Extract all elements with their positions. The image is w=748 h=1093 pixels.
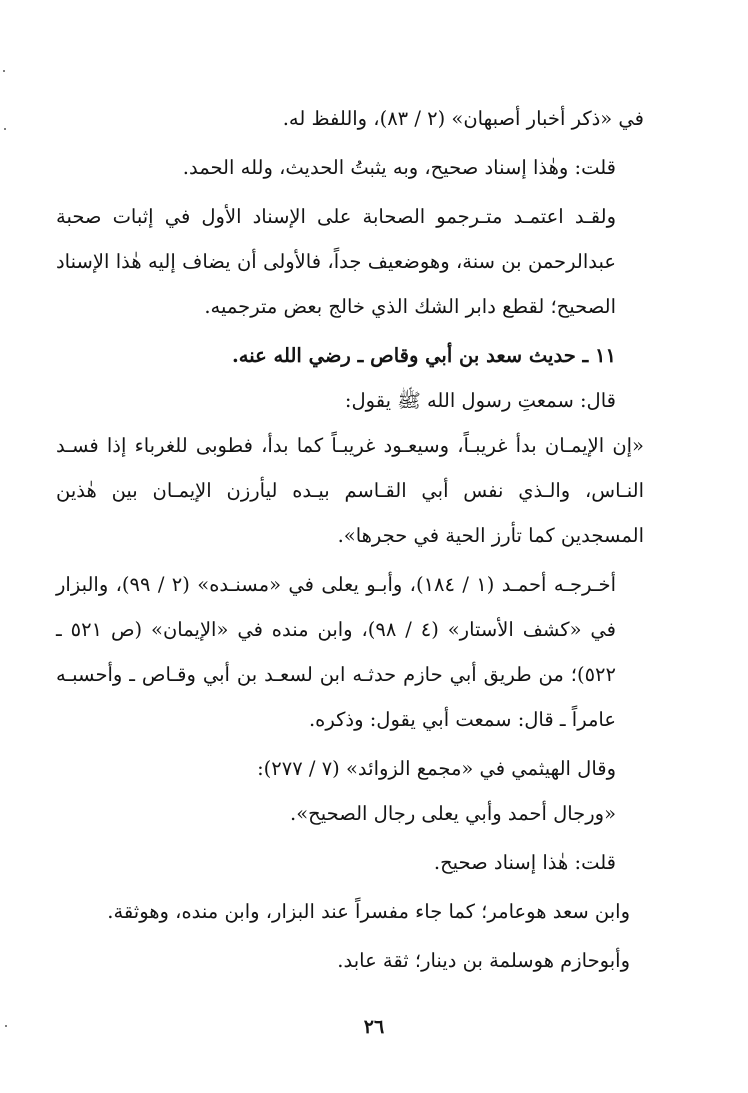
page-text: [56, 96, 644, 983]
paragraph-hadith-text: «إن الإيمـان بدأ غريبـاً، وسيعـود غريبـاً كما بدأ، فطوبى للغرباء إذا فسـد النـاس، والـذي نفس أبي القـاسم بيـده ليأرزن الإيمـان بين هٰذين المسجدين كما تأرز الحية في حجرها».: [56, 434, 644, 547]
paragraph-source: في «ذكر أخبار أصبهان» (٢ / ٨٣)، واللفظ له.: [282, 107, 644, 130]
paragraph-narration-intro: قال: سمعتِ رسول الله ﷺ يقول:: [344, 389, 616, 412]
scan-speck: [3, 70, 5, 72]
page-number: ٢٦: [363, 1016, 385, 1038]
paragraph-comment: قلت: وهٰذا إسناد صحيح، وبه يثبتُ الحديث، ولله الحمد.: [182, 156, 616, 179]
paragraph-discussion: ولقـد اعتمـد متـرجمو الصحابة على الإسناد الأول في إثبات صحبة عبدالرحمن بن سنة، وهوضعيف جداً، فالأولى أن يضاف إليه هٰذا الإسناد الصحيح؛ لقطع دابر الشك الذي خالج بعض مترجميه.: [56, 205, 616, 318]
paragraph-verdict: قلت: هٰذا إسناد صحيح.: [433, 851, 616, 874]
paragraph-narrator-2: وأبوحازم هوسلمة بن دينار؛ ثقة عابد.: [337, 949, 630, 972]
scan-speck: [4, 128, 6, 130]
paragraph-narrator-1: وابن سعد هوعامر؛ كما جاء مفسراً عند البزار، وابن منده، وهوثقة.: [107, 900, 630, 923]
hadith-heading: ١١ ـ حديث سعد بن أبي وقاص ـ رضي الله عنه.: [232, 344, 616, 367]
paragraph-quote: «ورجال أحمد وأبي يعلى رجال الصحيح».: [290, 802, 616, 825]
paragraph-haythami: وقال الهيثمي في «مجمع الزوائد» (٧ / ٢٧٧):: [257, 757, 616, 780]
paragraph-takhrij: أخـرجـه أحمـد (١ / ١٨٤)، وأبـو يعلى في «مسنـده» (٢ / ٩٩)، والبزار في «كشف الأستار» (٤ / ٩٨)، وابن منده في «الإيمان» (ص ٥٢١ ـ ٥٢٢)؛ من طريق أبي حازم حدثـه ابن لسعـد بن أبي وقـاص ـ وأحسبـه عامراً ـ قال: سمعت أبي يقول: وذكره.: [56, 573, 616, 731]
